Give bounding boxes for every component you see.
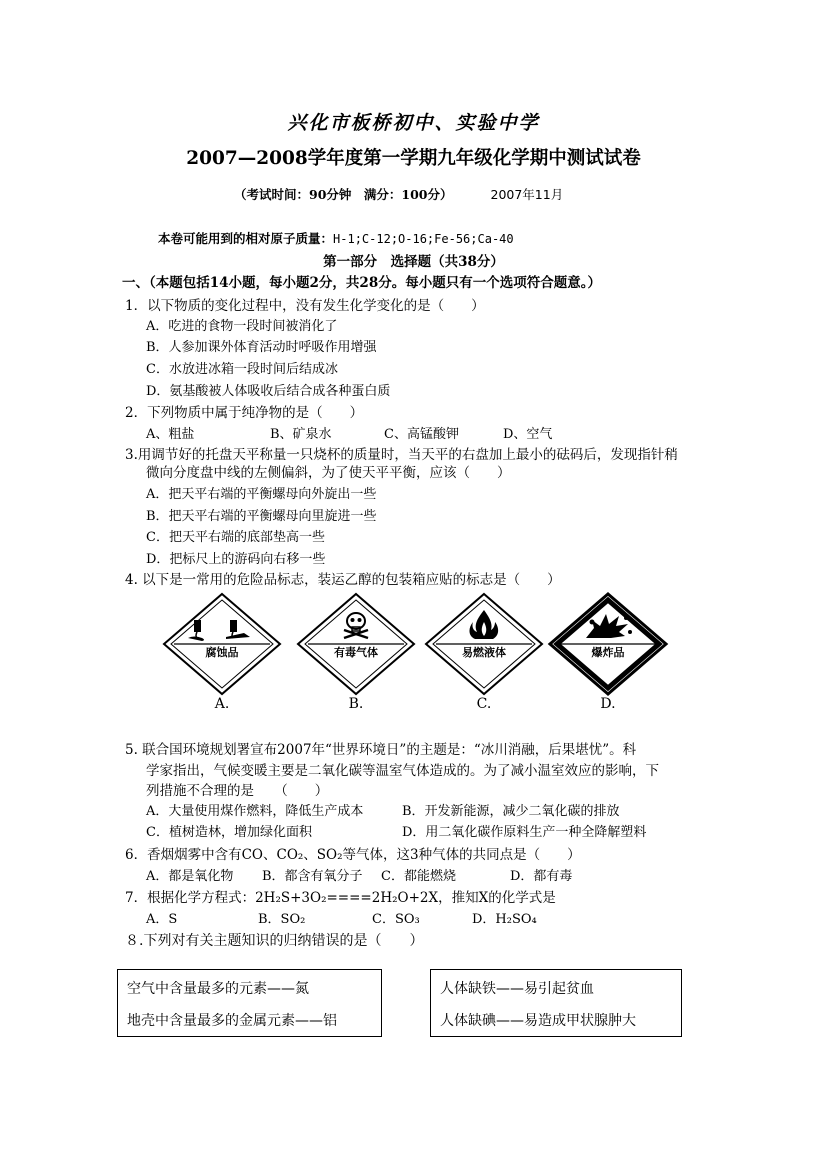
question-2-option-d: D、空气 bbox=[503, 427, 553, 442]
question-5-option-b: B．开发新能源，减少二氧化碳的排放 bbox=[402, 804, 620, 819]
hazard-sign-d-label: 爆炸品 bbox=[591, 646, 625, 659]
knowledge-box-left-line-1: 空气中含量最多的元素——氮 bbox=[127, 981, 309, 997]
knowledge-box-left bbox=[117, 969, 382, 1037]
question-1-option-c: C．水放进冰箱一段时间后结成冰 bbox=[146, 362, 338, 377]
hazard-sign-c-label: 易燃液体 bbox=[462, 646, 506, 659]
section-one-heading: 一、（本题包括14小题，每小题2分，共28分。每小题只有一个选项符合题意。） bbox=[122, 275, 601, 291]
question-3-option-d: D．把标尺上的游码向右移一些 bbox=[146, 552, 326, 567]
knowledge-box-right bbox=[430, 969, 682, 1037]
question-5-option-d: D．用二氧化碳作原料生产一种全降解塑料 bbox=[402, 825, 647, 840]
question-1-option-b: B．人参加课外体育活动时呼吸作用增强 bbox=[146, 340, 377, 355]
question-2-stem: 2．下列物质中属于纯净物的是（ ） bbox=[125, 405, 364, 421]
question-6-option-a: A．都是氧化物 bbox=[146, 869, 234, 884]
hazard-signs bbox=[160, 592, 670, 722]
hazard-sign-b-label: 有毒气体 bbox=[334, 646, 378, 659]
question-3-option-b: B．把天平右端的平衡螺母向里旋进一些 bbox=[146, 509, 377, 524]
question-4-stem: 4. 以下是一常用的危险品标志，装运乙醇的包装箱应贴的标志是（ ） bbox=[125, 572, 561, 588]
knowledge-box-right-line-1: 人体缺铁——易引起贫血 bbox=[440, 981, 594, 997]
question-1-stem: 1．以下物质的变化过程中，没有发生化学变化的是（ ） bbox=[125, 298, 485, 314]
atomic-mass-label: 本卷可能用到的相对原子质量： bbox=[158, 231, 334, 246]
school-name: 兴化市板桥初中、实验中学 bbox=[287, 112, 540, 134]
exam-date: 2007年11月 bbox=[490, 187, 564, 202]
question-8-stem: ８.下列对有关主题知识的归纳错误的是（ ） bbox=[125, 933, 424, 949]
question-7-option-b: B．SO₂ bbox=[258, 912, 306, 927]
hazard-sign-d-letter: D. bbox=[600, 696, 616, 712]
question-3-option-c: C．把天平右端的底部垫高一些 bbox=[146, 530, 325, 545]
question-7-option-d: D．H₂SO₄ bbox=[472, 912, 537, 927]
part-one-title: 第一部分 选择题（共38分） bbox=[323, 254, 504, 270]
question-6-option-b: B．都含有氧分子 bbox=[262, 869, 363, 884]
question-7-option-a: A．S bbox=[146, 912, 178, 927]
question-6-option-c: C．都能燃烧 bbox=[381, 869, 456, 884]
question-5-option-c: C．植树造林，增加绿化面积 bbox=[146, 825, 312, 840]
hazard-sign-a-letter: A. bbox=[214, 696, 230, 712]
exam-info bbox=[234, 186, 563, 204]
hazard-sign-d bbox=[546, 592, 670, 722]
question-5-stem-line3: 列措施不合理的是 （ ） bbox=[146, 783, 329, 799]
atomic-mass-values: H-1;C-12;O-16;Fe-56;Ca-40 bbox=[333, 232, 514, 246]
hazard-sign-a bbox=[160, 592, 284, 722]
question-6-stem: 6．香烟烟雾中含有CO、CO₂、SO₂等气体，这3种气体的共同点是（ ） bbox=[125, 847, 581, 863]
question-5-stem-line1: 5. 联合国环境规划署宣布2007年“世界环境日”的主题是：“冰川消融，后果堪忧”。科 bbox=[125, 742, 637, 758]
exam-title: 2007—2008学年度第一学期九年级化学期中测试试卷 bbox=[186, 148, 641, 169]
hazard-sign-c bbox=[422, 592, 546, 722]
question-3-stem-line1: 3.用调节好的托盘天平称量一只烧杯的质量时，当天平的右盘加上最小的砝码后，发现指针稍 bbox=[125, 447, 678, 463]
knowledge-box-left-line-2: 地壳中含量最多的金属元素——铝 bbox=[127, 1013, 337, 1029]
question-3-stem-line2: 微向分度盘中线的左侧偏斜，为了使天平平衡，应该（ ） bbox=[146, 465, 511, 481]
question-5-option-a: A．大量使用煤作燃料，降低生产成本 bbox=[146, 804, 364, 819]
knowledge-box-right-line-2: 人体缺碘——易造成甲状腺肿大 bbox=[440, 1013, 636, 1029]
question-2-option-c: C、高锰酸钾 bbox=[384, 427, 459, 442]
question-7-option-c: C．SO₃ bbox=[372, 912, 420, 927]
question-6-option-d: D．都有毒 bbox=[510, 869, 573, 884]
question-2-option-b: B、矿泉水 bbox=[270, 427, 332, 442]
hazard-sign-a-label: 腐蚀品 bbox=[205, 646, 239, 659]
question-1-option-d: D．氨基酸被人体吸收后结合成各种蛋白质 bbox=[146, 384, 391, 399]
hazard-sign-b bbox=[294, 592, 418, 722]
atomic-mass-line bbox=[158, 230, 514, 248]
exam-time-score: （考试时间：90分钟 满分：100分） bbox=[234, 187, 453, 202]
question-7-stem: 7．根据化学方程式：2H₂S+3O₂====2H₂O+2X，推知X的化学式是 bbox=[125, 890, 556, 906]
question-2-option-a: A、粗盐 bbox=[146, 427, 195, 442]
question-5-stem-line2: 学家指出，气候变暖主要是二氧化碳等温室气体造成的。为了减小温室效应的影响，下 bbox=[146, 763, 659, 779]
question-3-option-a: A．把天平右端的平衡螺母向外旋出一些 bbox=[146, 487, 377, 502]
question-1-option-a: A．吃进的食物一段时间被消化了 bbox=[146, 319, 338, 334]
hazard-sign-c-letter: C. bbox=[476, 696, 492, 712]
hazard-sign-b-letter: B. bbox=[348, 696, 364, 712]
